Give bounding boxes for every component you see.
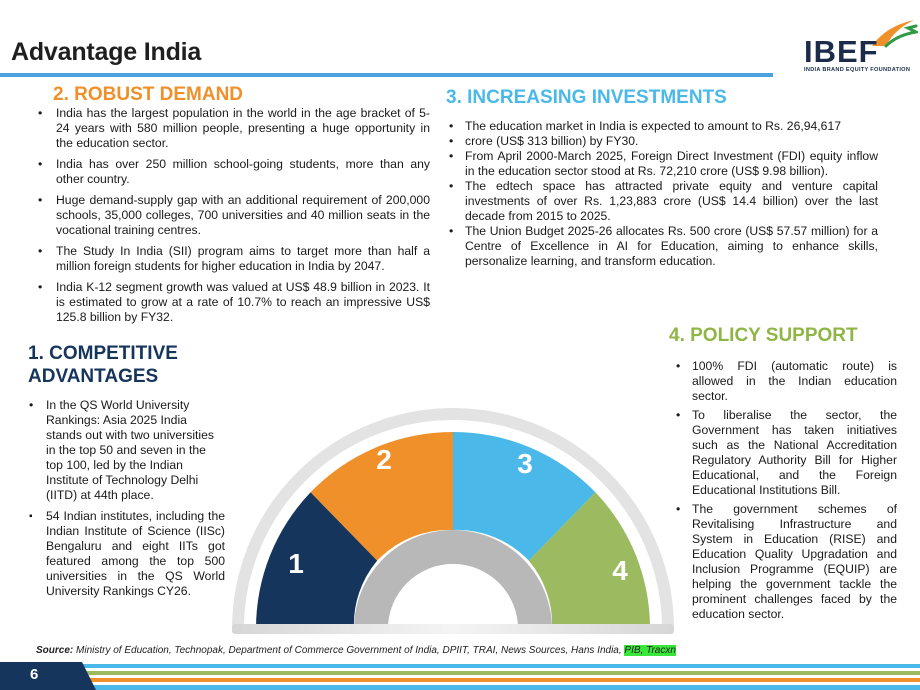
robust-demand-heading: 2. ROBUST DEMAND	[53, 84, 244, 105]
list-item: • From April 2000-March 2025, Foreign Direct Investment (FDI) equity inflow in the education sector stood at Rs. 72,210 crore (US$ 9.98 billion).	[446, 149, 878, 179]
source-note	[36, 645, 676, 656]
list-item: • The Study In India (SII) program aims to target more than half a million foreign students for higher education in India by 2047.	[30, 244, 430, 274]
list-item: • 100% FDI (automatic route) is allowed in the Indian education sector.	[672, 359, 897, 404]
robust-demand-list	[30, 106, 430, 331]
list-item: • In the QS World University Rankings: Asia 2025 India stands out with two universities in the top 50 and seven in the top 100, led by the Indian Institute of Technology Delhi (IITD) at 44th place.	[28, 398, 225, 503]
list-item: • India K-12 segment growth was valued at US$ 48.9 billion in 2023. It is estimated to grow at a rate of 10.7% to reach an impressive US$ 125.8 billion by FY32.	[30, 280, 430, 325]
gauge-label-1: 1	[288, 548, 304, 579]
competitive-advantages-heading	[28, 342, 178, 388]
increasing-investments-list	[446, 119, 878, 269]
list-item: • India has over 250 million school-going students, more than any other country.	[30, 157, 430, 187]
page-title: Advantage India	[11, 38, 202, 66]
four-pillars-gauge	[228, 405, 678, 640]
page-number: 6	[30, 666, 39, 683]
list-item: • Huge demand-supply gap with an additional requirement of 200,000 schools, 35,000 colleges, 700 universities and 40 million seats in the vocational training centres.	[30, 193, 430, 238]
gauge-label-2: 2	[376, 444, 392, 475]
source-label: Source:	[36, 645, 74, 656]
logo-wordmark: IBEF	[804, 34, 879, 69]
footer-bar	[0, 662, 920, 690]
title-divider	[0, 73, 773, 77]
policy-support-heading: 4. POLICY SUPPORT	[669, 325, 858, 346]
increasing-investments-heading: 3. INCREASING INVESTMENTS	[446, 87, 727, 108]
list-item: • The education market in India is expected to amount to Rs. 26,94,617	[446, 119, 878, 134]
list-item: • To liberalise the sector, the Government has taken initiatives such as the National Accreditation Regulatory Authority Bill for Higher Educational, and the Foreign Educational Institutions Bill.	[672, 408, 897, 498]
gauge-base	[232, 624, 674, 634]
logo-tagline: INDIA BRAND EQUITY FOUNDATION	[804, 67, 911, 73]
gauge-label-3: 3	[517, 448, 533, 479]
competitive-advantages-list	[28, 398, 225, 605]
list-item: • crore (US$ 313 billion) by FY30.	[446, 134, 878, 149]
list-item: • The government schemes of Revitalising Infrastructure and System in Education (RISE) and Education Quality Upgradation and Inclusion Programme (EQUIP) are helping the government tackle the prominent challenges faced by the education sector.	[672, 502, 897, 622]
gauge-label-4: 4	[612, 555, 628, 586]
list-item: ▪ 54 Indian institutes, including the Indian Institute of Science (IISc) Bengaluru and eight IITs got featured among the top 500 universities in the QS World University Rankings CY26.	[28, 509, 225, 599]
list-item: • The Union Budget 2025-26 allocates Rs. 500 crore (US$ 57.57 million) for a Centre of Excellence in AI for Education, aiming to enhance skills, personalize learning, and transform education.	[446, 224, 878, 269]
source-text: Ministry of Education, Technopak, Department of Commerce Government of India, DPIIT, TRAI, News Sources, Hans India,	[76, 645, 622, 656]
source-highlight: PIB, Tracxn	[624, 645, 676, 656]
list-item: • India has the largest population in the world in the age bracket of 5-24 years with 580 million people, presenting a huge opportunity in the education sector.	[30, 106, 430, 151]
policy-support-list	[672, 359, 897, 626]
heading-line: 1. COMPETITIVE	[28, 343, 178, 364]
list-item: • The edtech space has attracted private equity and venture capital investments of over Rs. 1,23,883 crore (US$ 14.4 billion) over the last decade from 2015 to 2025.	[446, 179, 878, 224]
heading-line: ADVANTAGES	[28, 366, 159, 387]
